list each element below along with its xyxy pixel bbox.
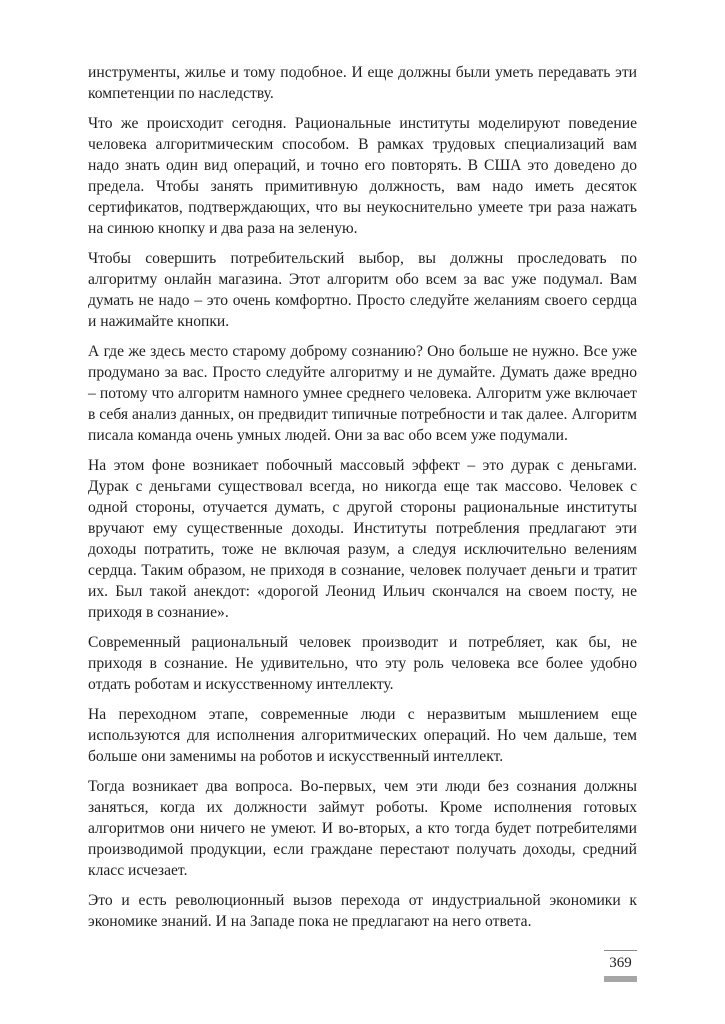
paragraph: Тогда возникает два вопроса. Во-первых, чем эти люди без сознания должны заняться, когда их должности займут роботы. Кроме исполнения готовых алгоритмов они ничего не умеют. И во-вторых, а кто тогда будет потребителями производимой продукции, если граждане перестают получать доходы, средний класс исчезает. [88, 778, 637, 879]
page-number-block [604, 950, 637, 982]
body-text [88, 62, 637, 941]
page-number: 369 [609, 955, 632, 971]
paragraph: Это и есть революционный вызов перехода от индустриальной экономики к экономике знаний. И на Западе пока не предлагают на него ответа. [88, 892, 637, 930]
paragraph: инструменты, жилье и тому подобное. И еще должны были уметь передавать эти компетенции по наследству. [88, 64, 637, 102]
paragraph: На переходном этапе, современные люди с неразвитым мышлением еще используются для исполнения алгоритмических операций. Но чем дальше, тем больше они заменимы на роботов и искусственный интеллект. [88, 706, 637, 765]
paragraph: Что же происходит сегодня. Рациональные институты моделируют поведение человека алгоритмическим способом. В рамках трудовых специализаций вам надо знать один вид операций, и точно его повторять. В США это доведено до предела. Чтобы занять примитивную должность, вам надо иметь десяток сертификатов, подтверждающих, что вы неукоснительно умеете три раза нажать на синюю кнопку и два раза на зеленую. [88, 115, 637, 237]
paragraph: Современный рациональный человек производит и потребляет, как бы, не приходя в сознание. Не удивительно, что эту роль человека все более удобно отдать роботам и искусственному интеллекту. [88, 634, 637, 693]
paragraph: Чтобы совершить потребительский выбор, вы должны проследовать по алгоритму онлайн магазина. Этот алгоритм обо всем за вас уже подумал. Вам думать не надо – это очень комфортно. Просто следуйте желаниям своего сердца и нажимайте кнопки. [88, 250, 637, 330]
paragraph: На этом фоне возникает побочный массовый эффект – это дурак с деньгами. Дурак с деньгами существовал всегда, но никогда еще так массово. Человек с одной стороны, отучается думать, с другой стороны рациональные институты вручают ему существенные доходы. Институты потребления предлагают эти доходы потратить, тоже не включая разум, а следуя исключительно велениям сердца. Таким образом, не приходя в сознание, человек получает деньги и тратит их. Был такой анекдот: «дорогой Леонид Ильич скончался на своем посту, не приходя в сознание». [88, 457, 637, 621]
paragraph: А где же здесь место старому доброму сознанию? Оно больше не нужно. Все уже продумано за вас. Просто следуйте алгоритму и не думайте. Думать даже вредно – потому что алгоритм намного умнее среднего человека. Алгоритм уже включает в себя анализ данных, он предвидит типичные потребности и так далее. Алгоритм писала команда очень умных людей. Они за вас обо всем уже подумали. [88, 343, 637, 444]
page-number-bar [604, 976, 637, 982]
page-number-rule [604, 950, 637, 951]
